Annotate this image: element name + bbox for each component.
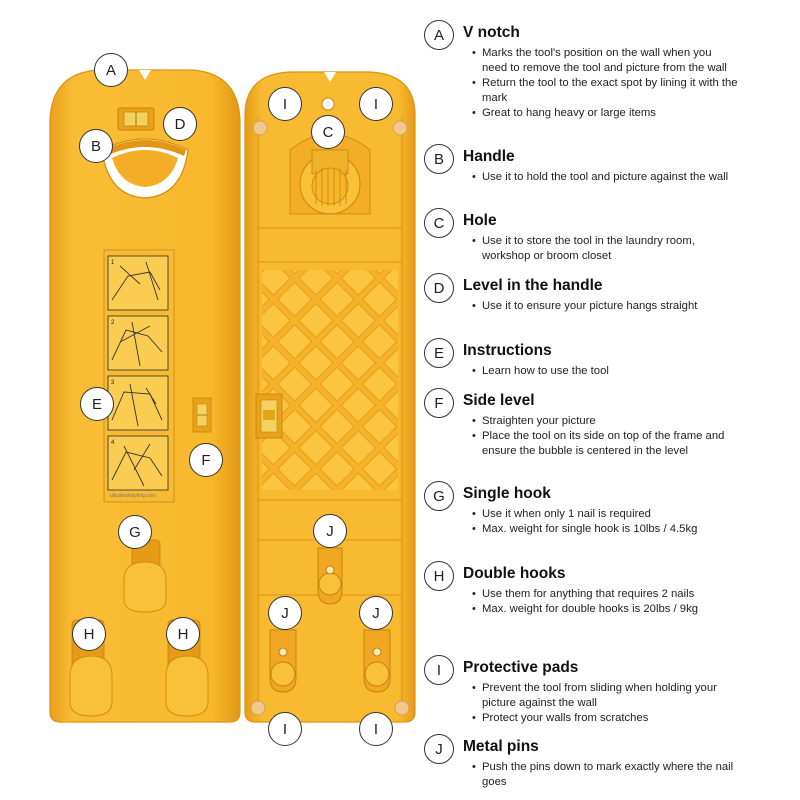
- legend-bullet: • Place the tool on its side on top of the frame and ensure the bubble is centered in the level: [474, 429, 739, 459]
- metal-pin-right: [364, 630, 390, 692]
- legend-title: Metal pins: [463, 738, 539, 755]
- legend-bullets: [474, 587, 739, 617]
- legend: [424, 0, 800, 800]
- legend-badge: D: [424, 273, 454, 303]
- legend-title: Protective pads: [463, 659, 579, 676]
- svg-text:1: 1: [111, 260, 115, 266]
- callout-j-pin-right: J: [359, 596, 393, 630]
- callout-a-v-notch: A: [94, 53, 128, 87]
- legend-badge: I: [424, 655, 454, 685]
- svg-text:2: 2: [111, 320, 115, 326]
- callout-j-pin-single: J: [313, 514, 347, 548]
- callout-d-handle-level: D: [163, 107, 197, 141]
- metal-pin-left: [270, 630, 296, 692]
- instructions-panel: [104, 250, 174, 502]
- back-tool: [245, 72, 415, 722]
- legend-title: Level in the handle: [463, 277, 603, 294]
- callout-h-double-hook-right: H: [166, 617, 200, 651]
- legend-title: Instructions: [463, 342, 552, 359]
- legend-bullet: • Use it when only 1 nail is required: [474, 507, 739, 522]
- legend-badge: C: [424, 208, 454, 238]
- legend-title: Double hooks: [463, 565, 566, 582]
- legend-bullets: [474, 507, 739, 537]
- legend-bullet: • Push the pins down to mark exactly where the nail goes: [474, 760, 739, 790]
- legend-bullet: • Learn how to use the tool: [474, 364, 739, 379]
- legend-badge: A: [424, 20, 454, 50]
- legend-bullet: • Great to hang heavy or large items: [474, 106, 739, 121]
- callout-c-hole: C: [311, 115, 345, 149]
- legend-bullet: • Max. weight for single hook is 10lbs / 4.5kg: [474, 522, 739, 537]
- back-lattice: [262, 270, 398, 490]
- callout-i-pad-top-left: I: [268, 87, 302, 121]
- metal-pin-single: [318, 548, 342, 604]
- legend-badge: H: [424, 561, 454, 591]
- side-level: [193, 398, 211, 432]
- legend-title: Side level: [463, 392, 535, 409]
- callout-i-pad-bottom-right: I: [359, 712, 393, 746]
- legend-title: Single hook: [463, 485, 551, 502]
- svg-text:3: 3: [111, 380, 115, 386]
- legend-title: Hole: [463, 212, 497, 229]
- legend-badge: F: [424, 388, 454, 418]
- legend-badge: J: [424, 734, 454, 764]
- callout-g-single-hook: G: [118, 515, 152, 549]
- legend-title: Handle: [463, 148, 515, 165]
- legend-bullet: • Use them for anything that requires 2 nails: [474, 587, 739, 602]
- handle-level: [118, 108, 154, 130]
- legend-bullets: [474, 414, 739, 459]
- legend-badge: B: [424, 144, 454, 174]
- instructions-url: ultrabookstyling.com: [110, 493, 156, 499]
- callout-f-side-level: F: [189, 443, 223, 477]
- legend-bullets: [474, 681, 739, 726]
- legend-bullet: • Marks the tool's position on the wall when you need to remove the tool and picture from the wall: [474, 46, 739, 76]
- callout-e-instructions: E: [80, 387, 114, 421]
- legend-bullets: [474, 46, 739, 121]
- callout-i-pad-bottom-left: I: [268, 712, 302, 746]
- legend-bullet: • Prevent the tool from sliding when holding your picture against the wall: [474, 681, 739, 711]
- legend-bullet: • Return the tool to the exact spot by lining it with the mark: [474, 76, 739, 106]
- legend-bullet: • Straighten your picture: [474, 414, 739, 429]
- legend-bullets: [474, 234, 739, 264]
- callout-b-handle: B: [79, 129, 113, 163]
- legend-bullet: • Protect your walls from scratches: [474, 711, 739, 726]
- callout-j-pin-left: J: [268, 596, 302, 630]
- callout-h-double-hook-left: H: [72, 617, 106, 651]
- legend-bullet: • Use it to hold the tool and picture against the wall: [474, 170, 739, 185]
- legend-bullets: [474, 364, 739, 379]
- legend-bullets: [474, 299, 739, 314]
- back-side-level: [256, 394, 282, 438]
- hanging-hole: [322, 98, 334, 110]
- legend-bullet: • Max. weight for double hooks is 20lbs / 9kg: [474, 602, 739, 617]
- legend-badge: E: [424, 338, 454, 368]
- svg-text:4: 4: [111, 440, 115, 446]
- legend-bullets: [474, 170, 739, 185]
- legend-title: V notch: [463, 24, 520, 41]
- callout-i-pad-top-right: I: [359, 87, 393, 121]
- legend-bullets: [474, 760, 739, 790]
- legend-bullet: • Use it to ensure your picture hangs straight: [474, 299, 739, 314]
- legend-badge: G: [424, 481, 454, 511]
- legend-bullet: • Use it to store the tool in the laundry room, workshop or broom closet: [474, 234, 739, 264]
